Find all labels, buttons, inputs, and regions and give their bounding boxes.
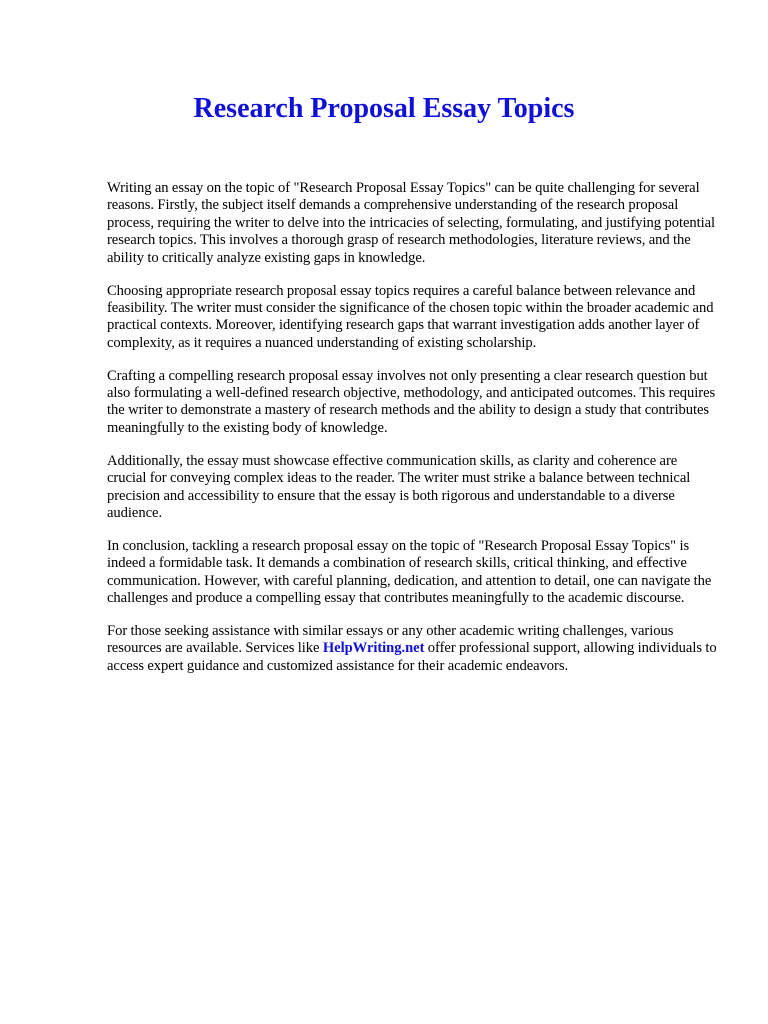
closing-text-after-link: offer professional support, allowing individuals to access expert guidance and customized assistance for their academic endeavors. <box>107 640 717 674</box>
paragraph-1: Writing an essay on the topic of "Research Proposal Essay Topics" can be quite challenging for several reasons. Firstly, the subject itself demands a comprehensive understanding of the research proposal process, requiring the writer to delve into the intricacies of selecting, formulating, and justifying potential research topics. This involves a thorough grasp of research methodologies, literature reviews, and the ability to critically analyze existing gaps in knowledge. <box>107 180 716 266</box>
closing-text-before-link: For those seeking assistance with similar essays or any other academic writing challenges, various resources are available. Services like <box>107 623 674 657</box>
paragraph-3: Crafting a compelling research proposal essay involves not only presenting a clear research question but also formulating a well-defined research objective, methodology, and anticipated outcomes. This requires the writer to demonstrate a mastery of research methods and the ability to design a study that contributes meaningfully to the existing body of knowledge. <box>107 367 716 436</box>
paragraph-4: Additionally, the essay must showcase effective communication skills, as clarity and coherence are crucial for conveying complex ideas to the reader. The writer must strike a balance between technical precision and accessibility to ensure that the essay is both rigorous and understandable to a diverse audience. <box>107 452 691 521</box>
helpwriting-link[interactable]: HelpWriting.net <box>322 640 425 657</box>
paragraph-2: Choosing appropriate research proposal essay topics requires a careful balance between relevance and feasibility. The writer must consider the significance of the chosen topic within the broader academic and practical contexts. Moreover, identifying research gaps that warrant investigation adds another layer of complexity, as it requires a nuanced understanding of existing scholarship. <box>107 282 714 351</box>
document-title: Research Proposal Essay Topics <box>193 93 575 124</box>
paragraph-5: In conclusion, tackling a research proposal essay on the topic of "Research Proposal Essay Topics" is indeed a formidable task. It demands a combination of research skills, critical thinking, and effective communication. However, with careful planning, dedication, and attention to detail, one can navigate the challenges and produce a compelling essay that contributes meaningfully to the academic discourse. <box>107 537 712 607</box>
closing-paragraph <box>107 623 717 675</box>
document-body <box>107 180 717 691</box>
